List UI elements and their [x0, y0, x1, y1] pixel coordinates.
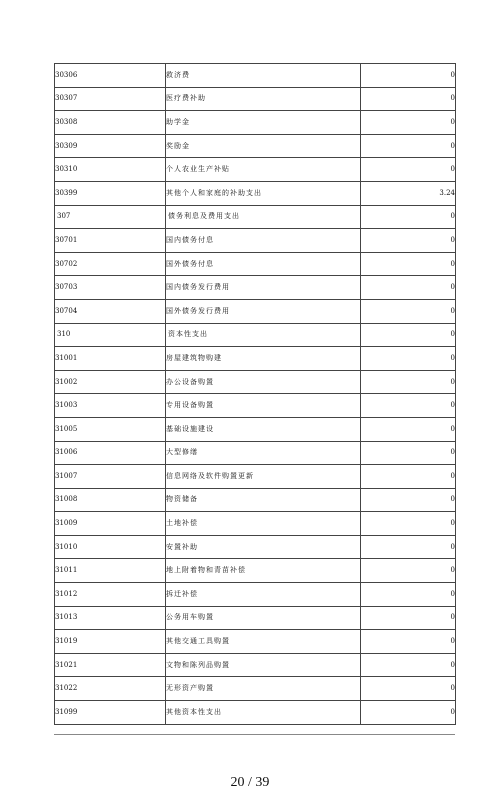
amount-cell: 0	[361, 252, 456, 276]
account-code-cell: 31005	[55, 417, 166, 441]
account-name-cell: 债务利息及费用支出	[166, 205, 361, 229]
account-name-cell: 国外债务付息	[166, 252, 361, 276]
amount-cell: 0	[361, 677, 456, 701]
table-row	[55, 488, 456, 512]
table-row	[55, 441, 456, 465]
amount-cell: 0	[361, 134, 456, 158]
expenditure-table	[54, 63, 456, 725]
table-row	[55, 299, 456, 323]
account-name-cell: 拆迁补偿	[166, 583, 361, 607]
account-name-cell: 房屋建筑物购建	[166, 347, 361, 371]
amount-cell: 0	[361, 347, 456, 371]
amount-cell: 0	[361, 158, 456, 182]
account-code-cell: 30702	[55, 252, 166, 276]
amount-cell: 0	[361, 465, 456, 489]
table-row	[55, 417, 456, 441]
table-row	[55, 111, 456, 135]
account-name-cell: 助学金	[166, 111, 361, 135]
account-code-cell: 31021	[55, 653, 166, 677]
table-row	[55, 252, 456, 276]
amount-cell: 0	[361, 64, 456, 88]
account-name-cell: 其他交通工具购置	[166, 630, 361, 654]
table-row	[55, 394, 456, 418]
table-row	[55, 229, 456, 253]
amount-cell: 0	[361, 276, 456, 300]
account-name-cell: 地上附着物和青苗补偿	[166, 559, 361, 583]
account-code-cell: 30307	[55, 87, 166, 111]
table-row	[55, 606, 456, 630]
account-name-cell: 奖励金	[166, 134, 361, 158]
table-row	[55, 87, 456, 111]
account-code-cell: 31008	[55, 488, 166, 512]
account-name-cell: 资本性支出	[166, 323, 361, 347]
table-bottom-rule	[54, 734, 455, 735]
account-code-cell: 31001	[55, 347, 166, 371]
account-code-cell: 30306	[55, 64, 166, 88]
table-row	[55, 158, 456, 182]
table-row	[55, 370, 456, 394]
amount-cell: 0	[361, 394, 456, 418]
table-row	[55, 535, 456, 559]
account-code-cell: 31010	[55, 535, 166, 559]
account-code-cell: 30704	[55, 299, 166, 323]
amount-cell: 0	[361, 488, 456, 512]
account-name-cell: 国内债务付息	[166, 229, 361, 253]
account-name-cell: 医疗费补助	[166, 87, 361, 111]
account-name-cell: 公务用车购置	[166, 606, 361, 630]
account-code-cell: 310	[55, 323, 166, 347]
account-name-cell: 信息网络及软件购置更新	[166, 465, 361, 489]
amount-cell: 0	[361, 417, 456, 441]
amount-cell: 0	[361, 512, 456, 536]
account-name-cell: 救济费	[166, 64, 361, 88]
table-row	[55, 630, 456, 654]
account-code-cell: 31011	[55, 559, 166, 583]
account-code-cell: 31003	[55, 394, 166, 418]
account-name-cell: 办公设备购置	[166, 370, 361, 394]
table-row	[55, 276, 456, 300]
amount-cell: 0	[361, 299, 456, 323]
account-code-cell: 31012	[55, 583, 166, 607]
account-code-cell: 30701	[55, 229, 166, 253]
table-row	[55, 205, 456, 229]
account-name-cell: 个人农业生产补贴	[166, 158, 361, 182]
amount-cell: 0	[361, 653, 456, 677]
amount-cell: 0	[361, 441, 456, 465]
table-row	[55, 465, 456, 489]
account-code-cell: 31007	[55, 465, 166, 489]
amount-cell: 0	[361, 583, 456, 607]
account-name-cell: 其他个人和家庭的补助支出	[166, 181, 361, 205]
table-row	[55, 559, 456, 583]
account-name-cell: 无形资产购置	[166, 677, 361, 701]
account-code-cell: 31002	[55, 370, 166, 394]
account-code-cell: 30308	[55, 111, 166, 135]
table-row	[55, 701, 456, 725]
account-code-cell: 31006	[55, 441, 166, 465]
table-row	[55, 583, 456, 607]
account-code-cell: 30399	[55, 181, 166, 205]
account-code-cell: 31019	[55, 630, 166, 654]
table-row	[55, 347, 456, 371]
account-code-cell: 307	[55, 205, 166, 229]
account-code-cell: 31022	[55, 677, 166, 701]
page-number: 20 / 39	[230, 775, 270, 790]
amount-cell: 0	[361, 370, 456, 394]
amount-cell: 0	[361, 87, 456, 111]
account-name-cell: 物资储备	[166, 488, 361, 512]
account-name-cell: 文物和陈列品购置	[166, 653, 361, 677]
amount-cell: 0	[361, 535, 456, 559]
account-name-cell: 大型修缮	[166, 441, 361, 465]
table-row	[55, 323, 456, 347]
amount-cell: 0	[361, 630, 456, 654]
table-row	[55, 64, 456, 88]
amount-cell: 3.24	[361, 181, 456, 205]
table-body	[55, 64, 456, 725]
account-code-cell: 30703	[55, 276, 166, 300]
account-code-cell: 30310	[55, 158, 166, 182]
table-row	[55, 653, 456, 677]
amount-cell: 0	[361, 606, 456, 630]
amount-cell: 0	[361, 701, 456, 725]
account-name-cell: 安置补助	[166, 535, 361, 559]
account-name-cell: 国内债务发行费用	[166, 276, 361, 300]
table-row	[55, 677, 456, 701]
account-code-cell: 31099	[55, 701, 166, 725]
account-name-cell: 土地补偿	[166, 512, 361, 536]
table-row	[55, 181, 456, 205]
account-name-cell: 其他资本性支出	[166, 701, 361, 725]
account-code-cell: 31013	[55, 606, 166, 630]
account-name-cell: 基础设施建设	[166, 417, 361, 441]
amount-cell: 0	[361, 205, 456, 229]
amount-cell: 0	[361, 229, 456, 253]
amount-cell: 0	[361, 323, 456, 347]
account-name-cell: 专用设备购置	[166, 394, 361, 418]
amount-cell: 0	[361, 111, 456, 135]
amount-cell: 0	[361, 559, 456, 583]
account-code-cell: 30309	[55, 134, 166, 158]
table-row	[55, 134, 456, 158]
account-code-cell: 31009	[55, 512, 166, 536]
table-row	[55, 512, 456, 536]
account-name-cell: 国外债务发行费用	[166, 299, 361, 323]
